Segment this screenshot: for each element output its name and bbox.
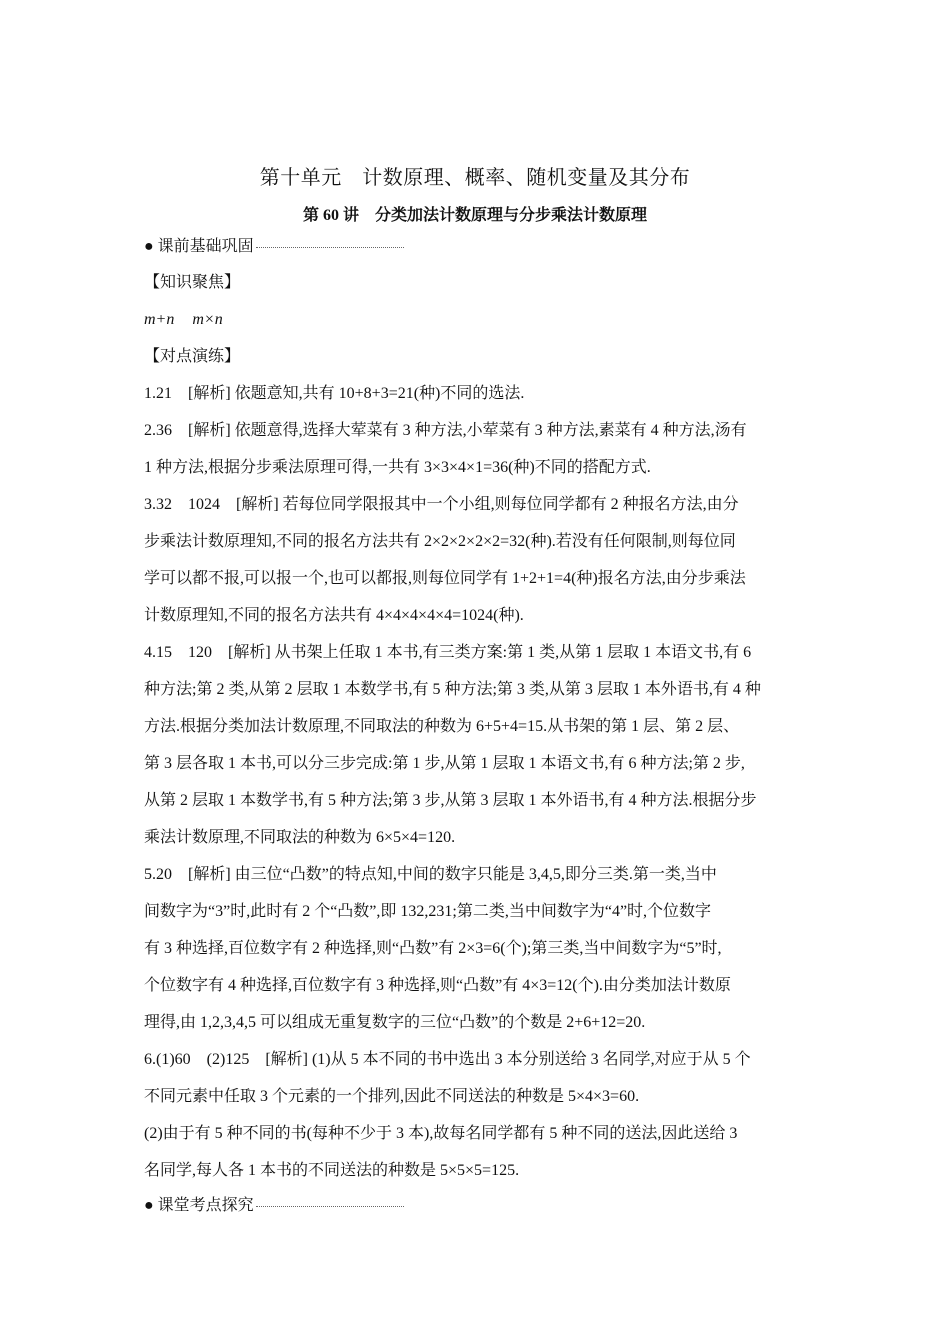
answer-line: 乘法计数原理,不同取法的种数为 6×5×4=120. [144,829,456,846]
answer-line: 1 种方法,根据分步乘法原理可得,一共有 3×3×4×1=36(种)不同的搭配方式. [144,459,651,476]
answer-line: 4.15 120 [解析] 从书架上任取 1 本书,有三类方案:第 1 类,从第 1 层取 1 本语文书,有 6 [144,644,752,661]
knowledge-answer-a: m+n [144,311,175,328]
answer-line: 学可以都不报,可以报一个,也可以都报,则每位同学有 1+2+1=4(种)报名方法,由分步乘法 [144,570,746,587]
section-knowledge: 【知识聚焦】 [144,274,241,291]
lecture-title: 第 60 讲 分类加法计数原理与分步乘法计数原理 [302,207,647,224]
section-pre-class-label: ● 课前基础巩固 [144,238,254,255]
answer-line: 步乘法计数原理知,不同的报名方法共有 2×2×2×2×2=32(种).若没有任何限制,则每位同 [144,533,736,550]
answer-line: (2)由于有 5 种不同的书(每种不少于 3 本),故每名同学都有 5 种不同的送法,因此送给 3 [144,1125,738,1142]
answer-line: 从第 2 层取 1 本数学书,有 5 种方法;第 3 步,从第 3 层取 1 本外语书,有 4 种方法.根据分步 [144,792,757,809]
answer-line: 3.32 1024 [解析] 若每位同学限报其中一个小组,则每位同学都有 2 种报名方法,由分 [144,496,739,513]
section-in-class [144,1189,808,1223]
unit-title: 第十单元 计数原理、概率、随机变量及其分布 [259,167,691,189]
answer-line: 6.(1)60 (2)125 [解析] (1)从 5 本不同的书中选出 3 本分别送给 3 名同学,对应于从 5 个 [144,1051,751,1068]
section-in-class-label: ● 课堂考点探究 [144,1197,254,1214]
answer-line: 1.21 [解析] 依题意知,共有 10+8+3=21(种)不同的选法. [144,385,525,402]
answer-line: 方法.根据分类加法计数原理,不同取法的种数为 6+5+4=15.从书架的第 1 层、第 2 层、 [144,718,740,735]
content-body [144,230,808,1223]
answer-line: 2.36 [解析] 依题意得,选择大荤菜有 3 种方法,小荤菜有 3 种方法,素菜有 4 种方法,汤有 [144,422,747,439]
answer-line: 5.20 [解析] 由三位“凸数”的特点知,中间的数字只能是 3,4,5,即分三类.第一类,当中 [144,866,717,883]
knowledge-answers [144,301,808,338]
knowledge-answer-b: m×n [192,311,223,328]
section-pre-class [144,230,808,264]
answer-line: 不同元素中任取 3 个元素的一个排列,因此不同送法的种数是 5×4×3=60. [144,1088,640,1105]
answer-line: 有 3 种选择,百位数字有 2 种选择,则“凸数”有 2×3=6(个);第三类,当中间数字为“5”时, [144,940,722,957]
answer-line: 间数字为“3”时,此时有 2 个“凸数”,即 132,231;第二类,当中间数字为“4”时,个位数字 [144,903,712,920]
answer-line: 个位数字有 4 种选择,百位数字有 3 种选择,则“凸数”有 4×3=12(个).由分类加法计数原 [144,977,731,994]
answer-line: 第 3 层各取 1 本书,可以分三步完成:第 1 步,从第 1 层取 1 本语文书,有 6 种方法;第 2 步, [144,755,745,772]
answer-line: 计数原理知,不同的报名方法共有 4×4×4×4×4=1024(种). [144,607,524,624]
section-practice: 【对点演练】 [144,348,241,365]
answer-line: 理得,由 1,2,3,4,5 可以组成无重复数字的三位“凸数”的个数是 2+6+12=20. [144,1014,646,1031]
answer-line: 种方法;第 2 类,从第 2 层取 1 本数学书,有 5 种方法;第 3 类,从第 3 层取 1 本外语书,有 4 种 [144,681,761,698]
answer-line: 名同学,每人各 1 本书的不同送法的种数是 5×5×5=125. [144,1162,520,1179]
dotted-leader [256,1205,404,1207]
dotted-leader [256,246,404,248]
